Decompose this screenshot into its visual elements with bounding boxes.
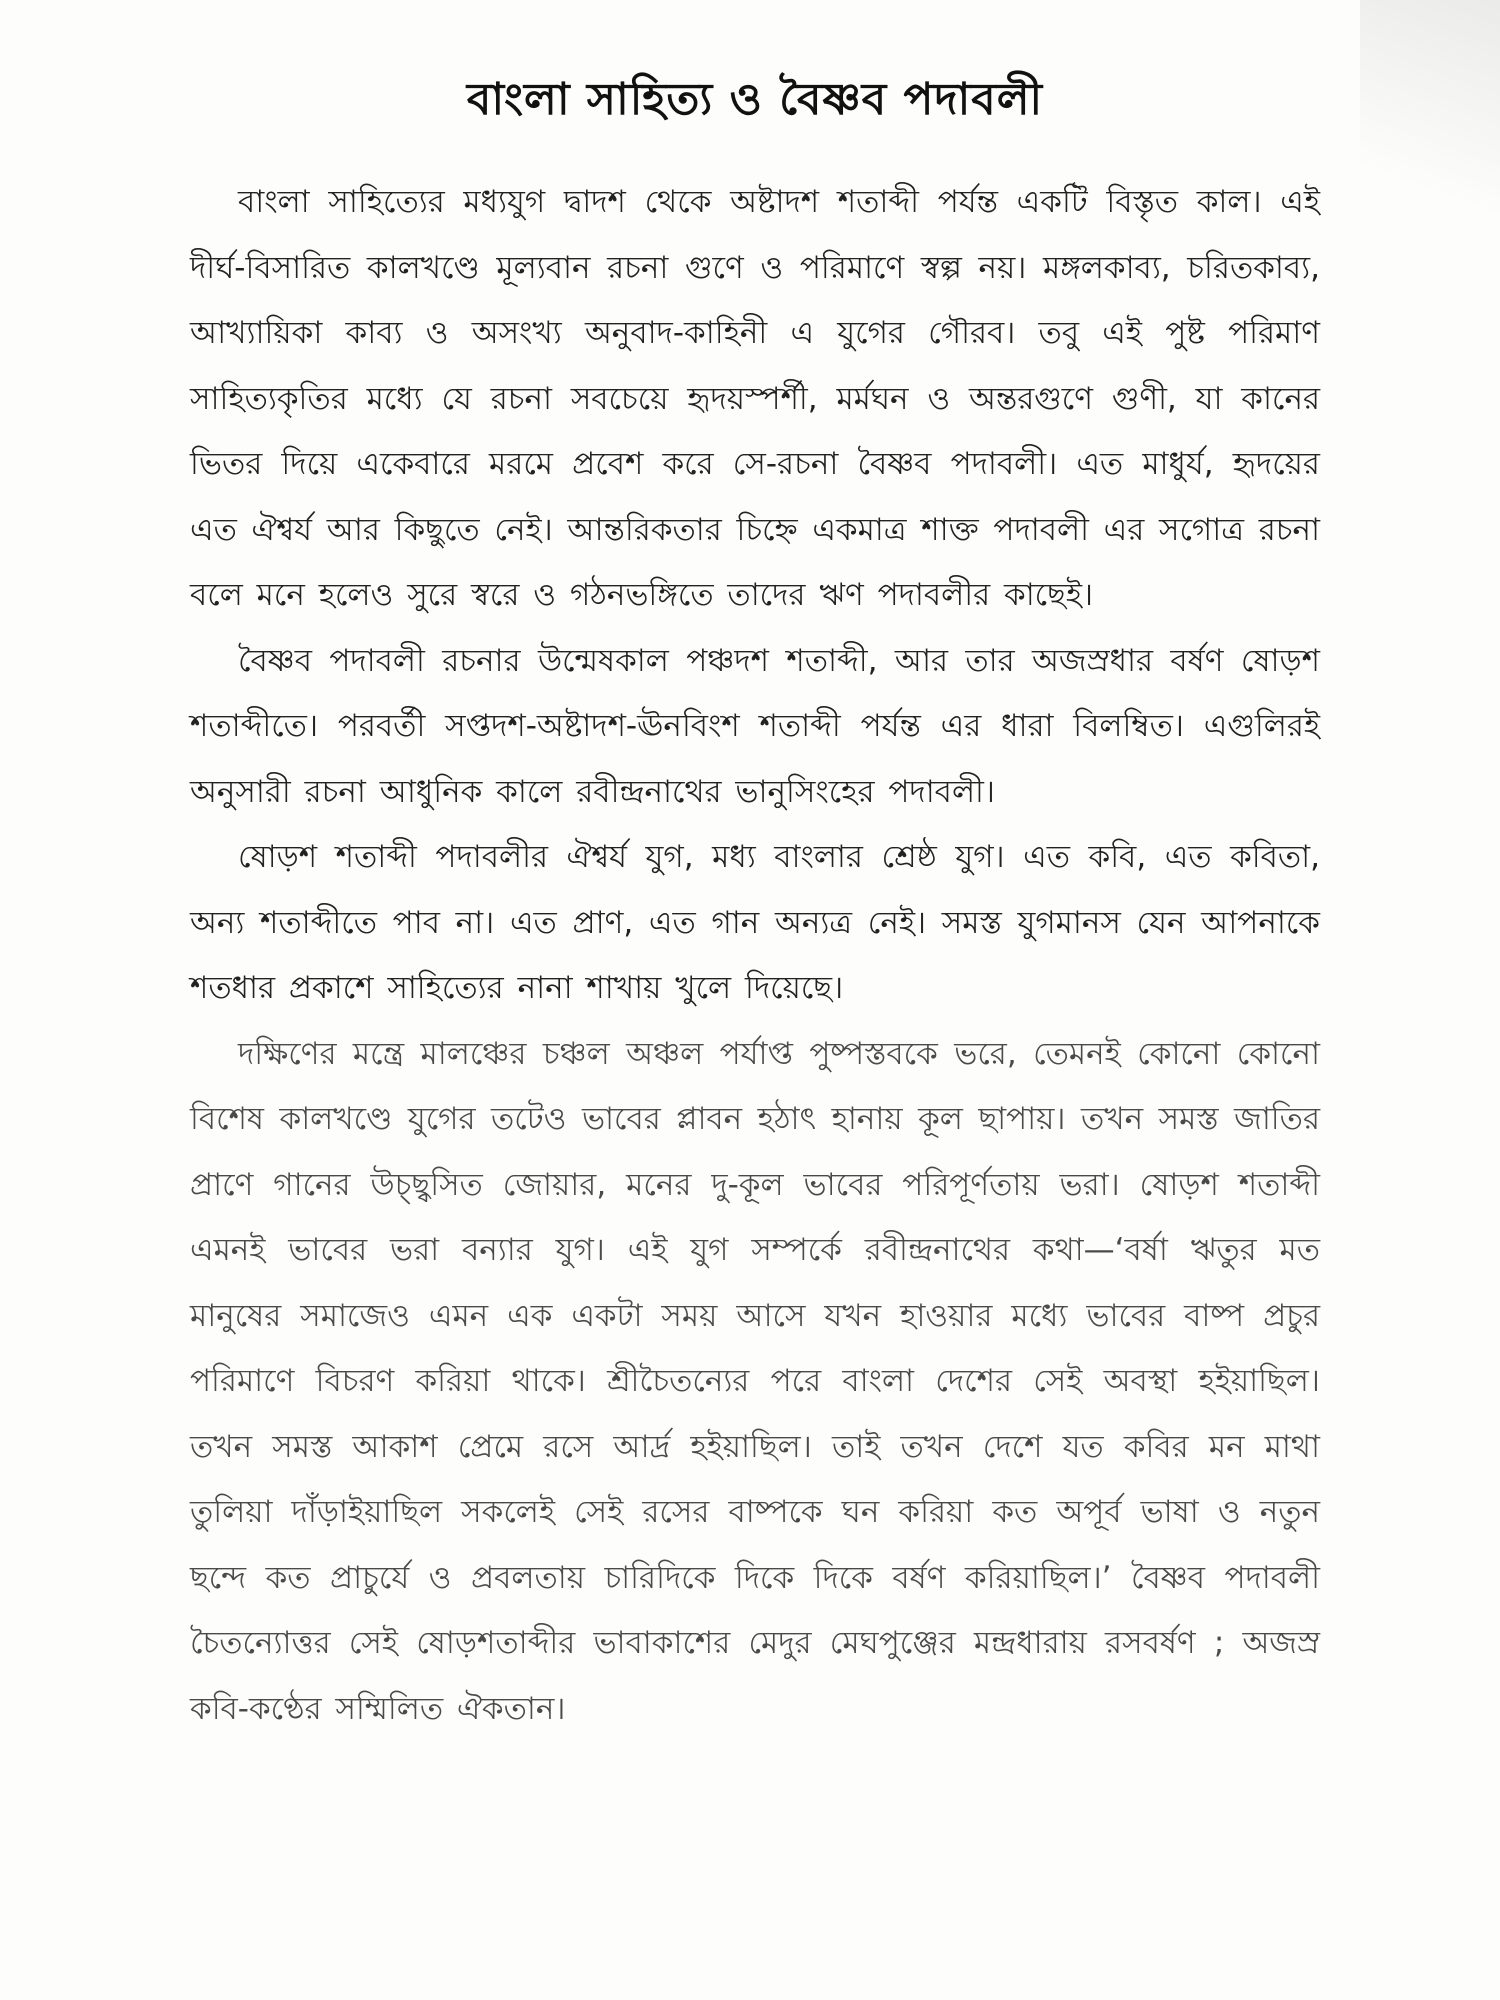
paragraph-1: বাংলা সাহিত্যের মধ্যযুগ দ্বাদশ থেকে অষ্টাদশ শতাব্দী পর্যন্ত একটি বিস্তৃত কাল। এই দীর্ঘ-বিসারিত কালখণ্ডে মূল্যবান রচনা গুণে ও পরিমাণে স্বল্প নয়। মঙ্গলকাব্য, চরিতকাব্য, আখ্যায়িকা কাব্য ও অসংখ্য অনুবাদ-কাহিনী এ যুগের গৌরব। তবু এই পুষ্ট পরিমাণ সাহিত্যকৃতির মধ্যে যে রচনা সবচেয়ে হৃদয়স্পর্শী, মর্মঘন ও অন্তরগুণে গুণী, যা কানের ভিতর দিয়ে একেবারে মরমে প্রবেশ করে সে-রচনা বৈষ্ণব পদাবলী। এত মাধুর্য, হৃদয়ের এত ঐশ্বর্য আর কিছুতে নেই। আন্তরিকতার চিহ্নে একমাত্র শাক্ত পদাবলী এর সগোত্র রচনা বলে মনে হলেও সুরে স্বরে ও গঠনভঙ্গিতে তাদের ঋণ পদাবলীর কাছেই। — [190, 184, 1320, 613]
paragraph-2: বৈষ্ণব পদাবলী রচনার উন্মেষকাল পঞ্চদশ শতাব্দী, আর তার অজস্রধার বর্ষণ ষোড়শ শতাব্দীতে। পরবর্তী সপ্তদশ-অষ্টাদশ-ঊনবিংশ শতাব্দী পর্যন্ত এর ধারা বিলম্বিত। এগুলিরই অনুসারী রচনা আধুনিক কালে রবীন্দ্রনাথের ভানুসিংহের পদাবলী। — [190, 642, 1320, 810]
paragraph-4: দক্ষিণের মন্ত্রে মালঞ্চের চঞ্চল অঞ্চল পর্যাপ্ত পুষ্পস্তবকে ভরে, তেমনই কোনো কোনো বিশেষ কালখণ্ডে যুগের তটেও ভাবের প্লাবন হঠাৎ হানায় কূল ছাপায়। তখন সমস্ত জাতির প্রাণে গানের উচ্ছ্বসিত জোয়ার, মনের দু-কূল ভাবের পরিপূর্ণতায় ভরা। ষোড়শ শতাব্দী এমনই ভাবের ভরা বন্যার যুগ। এই যুগ সম্পর্কে রবীন্দ্রনাথের কথা—‘বর্ষা ঋতুর মত মানুষের সমাজেও এমন এক একটা সময় আসে যখন হাওয়ার মধ্যে ভাবের বাষ্প প্রচুর পরিমাণে বিচরণ করিয়া থাকে। শ্রীচৈতন্যের পরে বাংলা দেশের সেই অবস্থা হইয়াছিল। তখন সমস্ত আকাশ প্রেমে রসে আর্দ্র হইয়াছিল। তাই তখন দেশে যত কবির মন মাথা তুলিয়া দাঁড়াইয়াছিল সকলেই সেই রসের বাষ্পকে ঘন করিয়া কত অপূর্ব ভাষা ও নতুন ছন্দে কত প্রাচুর্যে ও প্রবলতায় চারিদিকে দিকে দিকে বর্ষণ করিয়াছিল।’ বৈষ্ণব পদাবলী চৈতন্যোত্তর সেই ষোড়শতাব্দীর ভাবাকাশের মেদুর মেঘপুঞ্জের মন্দ্রধারায় রসবর্ষণ ; অজস্র কবি-কণ্ঠের সম্মিলিত ঐকতান। — [190, 1035, 1320, 1727]
page-edge-stain — [1360, 0, 1500, 260]
page-title: বাংলা সাহিত্য ও বৈষ্ণব পদাবলী — [466, 74, 1044, 125]
paragraph-3: ষোড়শ শতাব্দী পদাবলীর ঐশ্বর্য যুগ, মধ্য বাংলার শ্রেষ্ঠ যুগ। এত কবি, এত কবিতা, অন্য শতাব্দীতে পাব না। এত প্রাণ, এত গান অন্যত্র নেই। সমস্ত যুগমানস যেন আপনাকে শতধার প্রকাশে সাহিত্যের নানা শাখায় খুলে দিয়েছে। — [190, 839, 1320, 1006]
